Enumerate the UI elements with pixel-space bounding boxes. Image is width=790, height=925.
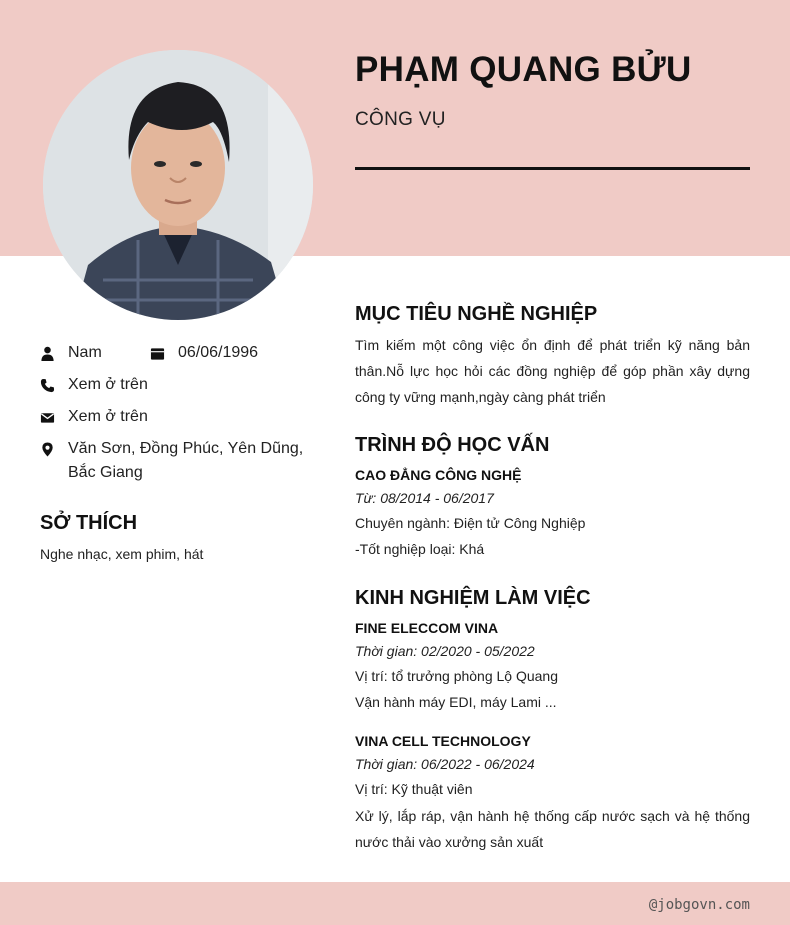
education-grade: -Tốt nghiệp loại: Khá [355,541,485,557]
mail-icon [40,405,56,429]
hobbies-text: Nghe nhạc, xem phim, hát [40,546,204,562]
header-divider [355,167,750,170]
education-heading: TRÌNH ĐỘ HỌC VẤN [355,434,550,456]
person-icon [40,341,56,365]
education-period: Từ: 08/2014 - 06/2017 [355,490,494,506]
address-line-2: Bắc Giang [68,464,143,481]
education-major: Chuyên ngành: Điện tử Công Nghiệp [355,515,586,531]
gender-row [40,341,102,365]
job-1-description: Vận hành máy EDI, máy Lami ... [355,694,557,710]
hobbies-heading: SỞ THÍCH [40,512,138,534]
job-1-company: FINE ELECCOM VINA [355,620,499,636]
footer-band [0,882,790,925]
objective-text: Tìm kiếm một công việc ổn định để phát triển kỹ năng bản thân.Nỗ lực học hỏi các đồng nghiệp để góp phần xây dựng công ty vững mạnh,ngày càng phát triển [355,337,750,405]
school-name: CAO ĐẲNG CÔNG NGHỆ [355,467,522,483]
address-line-1: Văn Sơn, Đồng Phúc, Yên Dũng, [68,440,304,457]
birthday-value: 06/06/1996 [178,344,259,361]
profile-photo-graphic [43,50,313,320]
phone-value: Xem ở trên [68,376,148,393]
job-title: CÔNG VỤ [355,109,446,130]
job-1-position: Vị trí: tổ trưởng phòng Lộ Quang [355,668,559,684]
job-2-description: Xử lý, lắp ráp, vận hành hệ thống cấp nước sạch và hệ thống nước thải vào xưởng sản xuất [355,808,750,850]
objective-heading: MỤC TIÊU NGHỀ NGHIỆP [355,303,598,325]
birthday-row [150,341,258,365]
calendar-icon [150,341,166,365]
email-row [40,405,148,429]
phone-icon [40,373,56,397]
job-2-company: VINA CELL TECHNOLOGY [355,733,531,749]
location-pin-icon [40,437,56,461]
address-row [40,437,303,485]
email-value: Xem ở trên [68,408,148,425]
job-1-period: Thời gian: 02/2020 - 05/2022 [355,643,535,659]
address-value [68,437,303,485]
experience-heading: KINH NGHIỆM LÀM VIỆC [355,587,591,609]
job-2-position: Vị trí: Kỹ thuật viên [355,781,473,797]
profile-photo [43,50,313,320]
candidate-name: PHẠM QUANG BỬU [355,50,692,89]
phone-row [40,373,148,397]
job-2-period: Thời gian: 06/2022 - 06/2024 [355,756,535,772]
gender-value: Nam [68,344,102,361]
footer-watermark: @jobgovn.com [648,897,750,913]
